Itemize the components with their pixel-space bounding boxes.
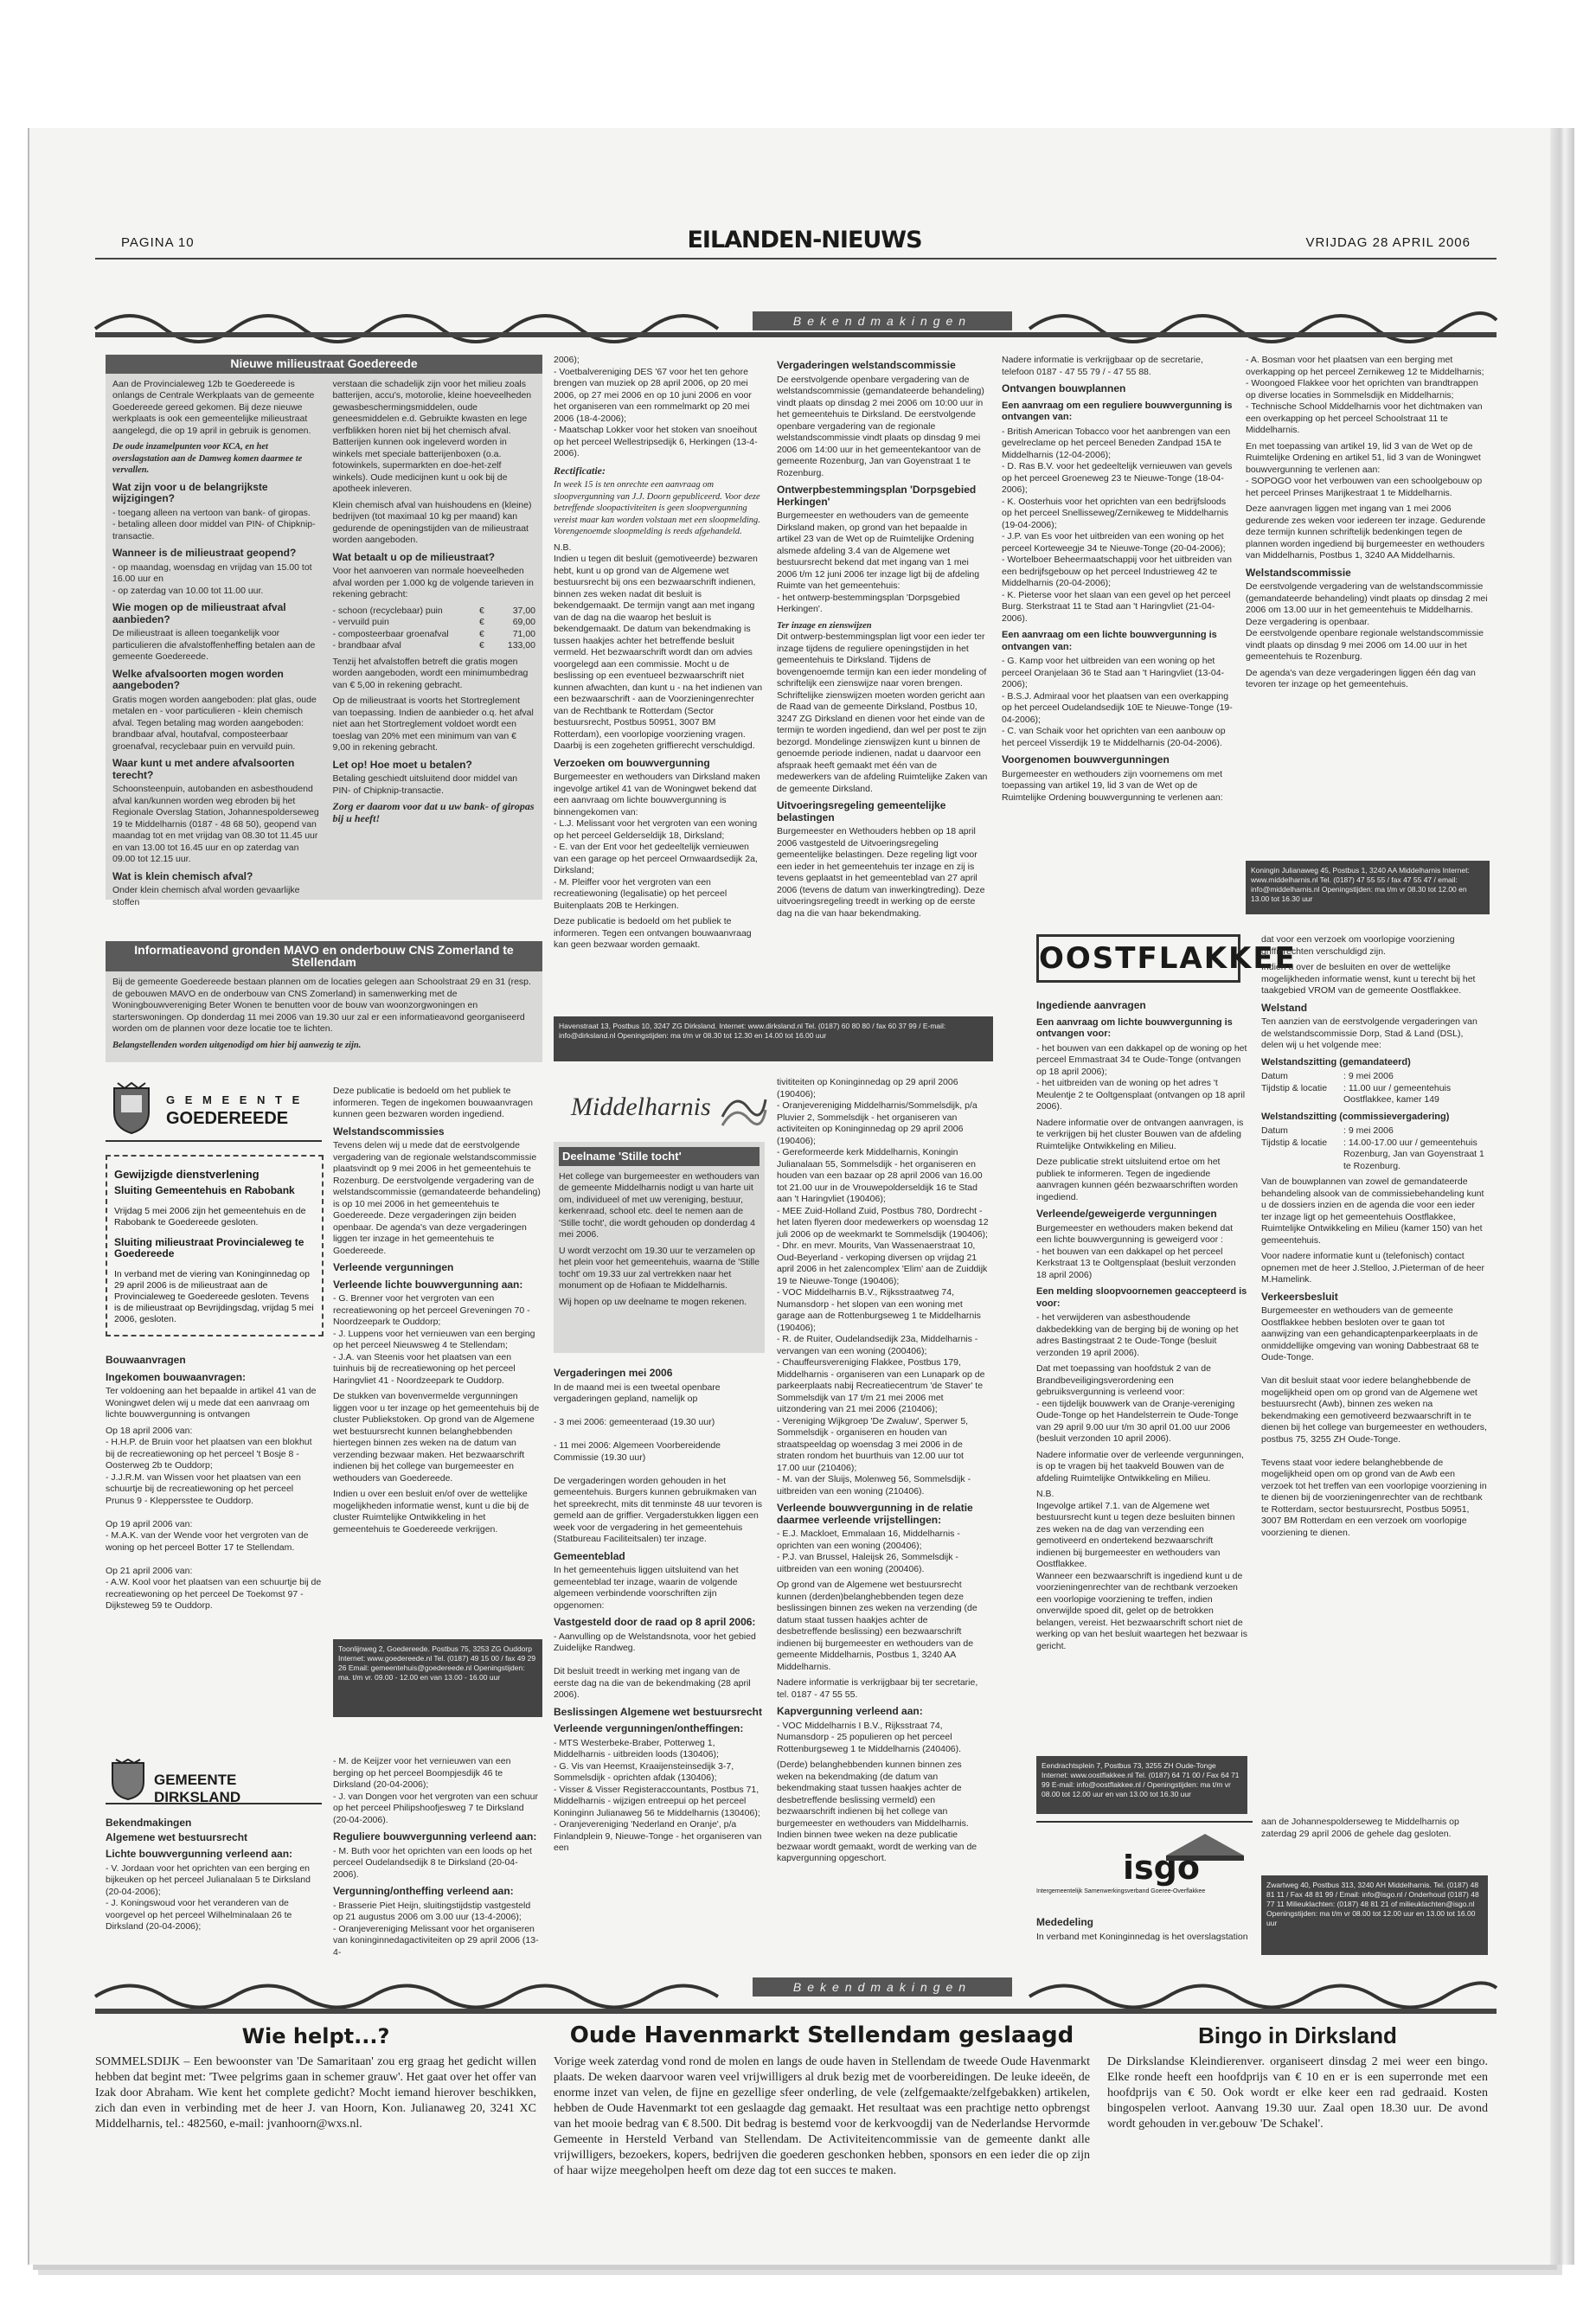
- paragraph: (Derde) belanghebbenden kunnen binnen zes weken na bekendmaking (de datum van bekendmaking staat tussen haakjes achter de desbetreffende beslissing vermeld) een bezwaarschrift indienen bij het college van burgemeester en wethouders van Middelharnis. Indien binnen twee weken na deze publicatie bezwaar wordt gemaakt, wordt de werking van de kapvergunning opgeschort.: [777, 1759, 977, 1863]
- article-body: De Dirkslandse Kleindierenver. organiseert dinsdag 2 mei weer een bingo. Elke ronde heeft een hoofdprijs van € 10 en er is een superronde met een hoofdprijs van € 50. Ook wordt er elke keer een rad gedraaid. Kosten bingospelen verloot. Aanvang 19.30 uur. Zaal open 18.30 uur. De avond wordt gehouden in ver.gebouw 'De Schakel'.: [1107, 2055, 1488, 2131]
- band-label: Bekendmakingen: [753, 311, 1012, 330]
- question: Wat zijn voor u de belangrijkste wijzigingen?: [112, 480, 268, 504]
- section-title: Mededeling: [1036, 1916, 1094, 1928]
- paragraph: Indien u over de besluiten en over de wettelijke mogelijkheden informatie wenst, kunt u terecht bij het taakgebied VROM van de gemeente Oostflakkee.: [1261, 962, 1476, 996]
- paragraph: Deze publicatie is bedoeld om het publiek te informeren. Tegen de ingekomen bouwaanvragen kunnen geen bezwaren worden ingediend.: [333, 1086, 533, 1119]
- bekendmakingen-band-top: [95, 294, 1497, 339]
- list: - Brasserie Piet Heijn, sluitingstijdstip vastgesteld op 21 augustus 2006 om 3.00 uur (13-4-2006); - Oranjevereniging Melissant voor het organiseren van koninginnedagactiviteiten op 29 april 2006 (13-4-: [333, 1900, 539, 1958]
- article-body: SOMMELSDIJK – Een bewoonster van 'De Samaritaan' zou erg graag het gedicht willen hebben dat begint met: 'Twee pelgrims gaan in schemer grauw'. Het gaat over het offer van Izak door Abraham. Wie kent het complete gedicht? Mocht iemand hierover beschikken, zich dan even in verbinding met de heer J. van Hoorn, Kon. Julianaweg 20, 3241 XC Middelharnis, tel.: 482560, e-mail: jvanhoorn@wxs.nl.: [95, 2055, 536, 2131]
- article-title: Oude Havenmarkt Stellendam geslaagd: [569, 2022, 1074, 2048]
- deelname-box: [554, 1142, 765, 1353]
- box-subtitle: Sluiting milieustraat Provincialeweg te Goedereede: [114, 1236, 304, 1259]
- dirksland-col1: [106, 1812, 322, 1968]
- paragraph: - VOC Middelharnis I B.V., Rijksstraat 74, Numansdorp - 25 populieren op het perceel Rottenburgseweg 1 te Middelharnis (240406).: [777, 1720, 962, 1754]
- list: - E.J. Mackloet, Emmalaan 16, Middelharnis - oprichten van een woning (200406); - P.J. van Brussel, Haleijsk 26, Sommelsdijk - uitbreiden van een woning (200406).: [777, 1529, 960, 1574]
- dienstverlening-box: [106, 1155, 324, 1336]
- section-title: Voorgenomen bouwvergunningen: [1002, 753, 1170, 766]
- section-subtitle: Lichte bouwvergunning verleend aan:: [106, 1848, 293, 1860]
- section-title: Vergunning/ontheffing verleend aan:: [333, 1885, 514, 1897]
- box-title: Deelname 'Stille tocht': [559, 1147, 760, 1166]
- section-title: Verleende vergunningen: [333, 1261, 454, 1273]
- paragraph: - Aanvulling op de Welstandsnota, voor het gebied Zuidelijke Randweg. Dit besluit treedt in werking met ingang van de eerste dag na die van de bekendmaking (28 april 2006).: [554, 1631, 756, 1700]
- answer: Voor het aanvoeren van normale hoeveelheden afval worden per 1.000 kg de volgende tarieven in rekening gebracht:: [332, 566, 534, 599]
- list: Op 18 april 2006 van: - H.H.P. de Bruin voor het plaatsen van een blokhut bij de recreatiewoning op het perceel 't Bosje 8 - Oosterweg 2b te Ouddorp; - J.J.R.M. van Wissen voor het plaatsen van een schuurtje bij de recreatiewoning op het perceel Prunus 9 - Kleppersstee te Ouddorp. Op 19 april 2006 van: - M.A.K. van der Wende voor het vergroten van de woning op het perceel Botter 17 te Stellendam. Op 21 april 2006 van: - A.W. Kool voor het plaatsen van een schuurtje bij de recreatiewoning op het perceel De Toekomst 97 - Dijksteweg 59 te Ouddorp.: [106, 1425, 322, 1611]
- intro: Aan de Provincialeweg 12b te Goedereede is onlangs de Centrale Werkplaats van de gemeente Goedereede gereed gekomen. Bij deze nieuwe werkplaats is ook een gemeentelijke milieustraat aangelegd, die op 19 april in gebruik is genomen.: [112, 378, 315, 436]
- list: 2006); - Voetbalvereniging DES '67 voor het ten gehore brengen van muziek op 28 april 2006, op 20 mei 2006, op 27 mei 2006 en op 10 juni 2006 en voor het organiseren van een rommelmarkt op 20 mei 2006 (18-4-2006); - Maatschap Lokker voor het stoken van snoeihout op het perceel Wellestripsedijk 6, Herkingen (13-4-2006).: [554, 355, 758, 458]
- paragraph: Burgemeester en wethouders van Dirksland maken ingevolge artikel 41 van de Woningwet bekend dat een aanvraag om lichte bouwvergunning is binnengekomen van: - L.J. Melissant voor het vergroten van een woning op het perceel Gelderseldijk 18, Dirksland; - E. van der Ent voor het gedeeltelijk vernieuwen van een garage op het perceel Ornwaardsedijk 2a, Dirksland; - M. Pleiffer voor het vergroten van een recreatiewoning (legalisatie) op het perceel Buitenplaats 20B te Herkingen.: [554, 772, 760, 911]
- list: - het bouwen van een dakkapel op de woning op het perceel Emmastraat 34 te Oude-Tonge (ontvangen op 18 april 2006); - het uitbreiden van de woning op het adres 't Meulentje 2 te Ooltgensplaat (ontvangen op 18 april 2006).: [1036, 1042, 1247, 1112]
- paragraph: Ter voldoening aan het bepaalde in artikel 41 van de Woningwet delen wij u mede dat een aanvraag om lichte bouwvergunning is ontvangen: [106, 1386, 317, 1420]
- paragraph: Op de milieustraat is voorts het Stortreglement van toepassing. Indien de aanbieder o.q. het afval niet aan het Stortreglement voldoet wordt een toeslag van 20% met een minimum van van € 9,00 in rekening gebracht.: [332, 695, 534, 753]
- paragraph: Tenzij het afvalstoffen betreft die gratis mogen worden aangeboden, wordt een minimumbedrag van € 5,00 in rekening gebracht.: [332, 656, 529, 690]
- welstand-row: Datum : 9 mei 2006: [1261, 1125, 1394, 1136]
- paragraph: De eerstvolgende openbare vergadering van de welstandscommissie (gemandateerde behandeling) vindt plaats op dinsdag 2 mei 2006 om 10:00 uur in het gemeentehuis te Dirksland. De eerstvolgende openbare vergadering van de regionale welstandscommissie vindt plaats op dinsdag 9 mei 2006 om 14:00 uur in het gemeentekantoor van de gemeente Rozenburg, Jan van Goyenstraat 1 te Rozenburg.: [777, 374, 984, 478]
- mavo-text: Bij de gemeente Goedereede bestaan plannen om de locaties gelegen aan Schoolstraat 29 en 31 (resp. de gebouwen MAVO en de onderbouw van CNS Zomerland) in samenwerking met de Woningbouwvereniging Beter Wonen te benutten voor de bouw van woonzorgwoningen en starterswoningen. Op donderdag 11 mei 2006 van 19.30 uur zal er een informatieavond georganiseerd worden om de plannen voor deze locatie toe te lichten.: [112, 977, 531, 1034]
- middelharnis-col2: [777, 1077, 989, 1968]
- section-subtitle: Ingekomen bouwaanvragen:: [106, 1370, 247, 1383]
- isgo-contact: Zwartweg 40, Postbus 313, 3240 AH Middelharnis. Tel. (0187) 48 81 11 / Fax 48 81 99 / Email: info@isgo.nl / Onderhoud (0187) 48 77 11 Milieuklachten: (0187) 48 81 21 of milieuklachten@isgo.nl Openingstijden: ma t/m vr 08.00 tot 12.00 uur en 13.00 tot 16.00 uur: [1261, 1875, 1488, 1955]
- section-title: Welstandscommissie: [1246, 566, 1351, 579]
- section-title: Gemeenteblad: [554, 1549, 625, 1562]
- paragraph: Burgemeester en wethouders van de gemeente Oostflakkee hebben besloten over te gaan tot aanwijzing van een gehandicaptenparkeerplaats in de onmiddellijke omgeving van woning Dabbestraat 68 te Oude-Tonge. Van dit besluit staat voor iedere belanghebbende de mogelijkheid open om op grond van de Algemene wet bestuursrecht (Awb), binnen zes weken na bekendmaking een gemotiveerd bezwaarschrift in te dienen bij het college van burgemeester en wethouders, postbus 75, 3255 ZH Oude-Tonge. Tevens staat voor iedere belanghebbende de mogelijkheid open om op grond van de Awb een verzoek tot het treffen van een voorlopige voorziening in te dienen bij de voorzieningenrechter van de rechtbank te Rotterdam, sector bestuursrecht, Postbus 50951, 3007 BM Rotterdam en een verzoek om voorlopige voorziening te dienen.: [1261, 1305, 1487, 1538]
- paragraph: Nadere informatie over de verleende vergunningen, is op te vragen bij het taakveld Bouwen van de afdeling Ruimtelijke Ontwikkeling en Milieu.: [1036, 1449, 1244, 1484]
- section-title: Vergaderingen mei 2006: [554, 1367, 673, 1379]
- section-subtitle: Welstandszitting (commissievergadering): [1261, 1111, 1450, 1122]
- section-subtitle: Vastgesteld door de raad op 8 april 2006:: [554, 1616, 756, 1628]
- paragraph: - het verwijderen van asbesthoudende dakbedekking van de berging bij de woning op het adres Bastingstraat 2 te Oude-Tonge (besluit verzonden 19 april 2006).: [1036, 1312, 1239, 1358]
- list: tivititeiten op Koninginnedag op 29 april 2006 (190406); - Oranjevereniging Middelharnis/Sommelsdijk, p/a Pluvier 2, Sommelsdijk - het organiseren van activiteiten op Koninginnedag op 29 april 2006 (190406); - Gereformeerde kerk Middelharnis, Koningin Julianalaan 55, Sommelsdijk - het organiseren en houden van een bazaar op 28 april 2006 van 16.00 tot 21.00 uur in de Vrouwepolderseldijk 16 te Stad aan 't Haringvliet (190406); - MEE Zuid-Holland Zuid, Postbus 780, Dordrecht - het laten flyeren door medewerkers op woensdag 12 juli 2006 op de weekmarkt te Sommelsdijk (190406); - Dhr. en mevr. Mourits, Van Wassenaerstraat 10, Oud-Beyerland - verkoping diversen op vrijdag 21 april 2006 in het zalencomplex 'Elim' aan de Zuiddijk 19 te Nieuwe-Tonge (190406); - VOC Middelharnis B.V., Rijksstraatweg 74, Numansdorp - het slopen van een woning met garage aan de Rottenburgseweg 1 te Middelharnis (190406); - R. de Ruiter, Oudelandsedijk 23a, Middelharnis - vervangen van een woning (200406); - Chauffeursvereniging Flakkee, Postbus 179, Middelharnis - organiseren van een Lunapark op de parkeerplaats nabij Recreatiecentrum 'de Staver' te Sommelsdijk van 17 t/m 21 mei 2006 met uitzondering van 21 mei 2006 (210406); - Vereniging Wijkgroep 'De Zwaluw', Sperwer 5, Sommelsdijk - organiseren en houden van straatspeeldag op woensdag 3 mei 2006 in de straten rondom het buurthuis van 12.00 uur tot 17.00 uur (210406); - M. van der Sluijs, Molenweg 56, Sommelsdijk - uitbreiden van een woning (210406).: [777, 1077, 989, 1497]
- oostflakkee-contact: Eendrachtsplein 7, Postbus 73, 3255 ZH Oude-Tonge Internet: www.oostflakkee.nl Tel. (0187) 64 71 00 / Fax 64 71 99 E-mail: info@oostflakkee.nl / Openingstijden: ma t/m vr 08.00 tot 12.00 uur en van 13.00 tot 16.30 uur: [1036, 1756, 1247, 1814]
- paragraph: Dit ontwerp-bestemmingsplan ligt voor een ieder ter inzage tijdens de reguliere openingstijden in het gemeentehuis te Dirksland. Tijdens de bovengenoemde termijn kan een ieder mondeling of schriftelijk een zienswijze naar voren brengen. Schriftelijke zienswijzen moeten worden gericht aan de Raad van de gemeente Dirksland, Postbus 10, 3247 ZG Dirksland en dienen voor het einde van de termijn te worden ingediend, dan wel per post te zijn bezorgd. Mondelinge zienswijzen kunt u binnen de genoemde periode indienen, nadat u daarvoor een afspraak heeft gemaakt met één van de medewerkers van de afdeling Ruimtelijke Zaken van de gemeente Dirksland.: [777, 631, 988, 794]
- page-label: PAGINA 10: [121, 235, 195, 250]
- section-title: Ingediende aanvragen: [1036, 999, 1146, 1011]
- list: - M. de Keijzer voor het vernieuwen van een berging op het perceel Boompjesdijk 46 te Dirksland (20-04-2006); - J. van Dongen voor het vergroten van een schuur op het perceel Philipshoofjesweg 7 te Dirksland (20-04-2006).: [333, 1756, 538, 1825]
- paragraph: Deze publicatie is bedoeld om het publiek te informeren. Tegen een ontvangen bouwaanvraag kan geen bezwaar worden gemaakt.: [554, 916, 752, 950]
- paragraph: Indien u over een besluit en/of over de wettelijke mogelijkheden informatie wenst, kunt u die bij de cluster Ruimtelijke Ontwikkeling in het gemeentehuis te Goedereede verkrijgen.: [333, 1489, 529, 1535]
- section-title: Welstandscommissies: [333, 1125, 445, 1138]
- section-subtitle: Een melding sloopvoornemen geaccepteerd is voor:: [1036, 1286, 1247, 1309]
- isgo-logo: [1036, 1821, 1253, 1909]
- bekendmakingen-band-bottom: [95, 1971, 1497, 2016]
- section-title: Rectificatie:: [554, 464, 606, 477]
- paragraph: Voor nadere informatie kunt u (telefonisch) contact opnemen met de heer J.Stelloo, J.Pieterman of de heer M.Hamelink.: [1261, 1251, 1484, 1285]
- goedereede-col2: [333, 1086, 542, 1717]
- middelharnis-logo: [554, 1077, 770, 1138]
- logo-line2: GOEDEREEDE: [166, 1109, 289, 1128]
- tariff-row: - composteerbaar groenafval € 71,00: [332, 628, 535, 639]
- mavo-title: Informatieavond gronden MAVO en onderbouw CNS Zomerland te Stellendam: [106, 941, 542, 971]
- section-title: Beslissingen Algemene wet bestuursrecht: [554, 1705, 762, 1718]
- question: Wat betaalt u op de milieustraat?: [332, 550, 496, 563]
- section-title: Verkeersbesluit: [1261, 1290, 1338, 1303]
- tariff-row: - brandbaar afval € 133,00: [332, 640, 535, 651]
- answer: Betaling geschiedt uitsluitend door middel van PIN- of Chipknip-transactie.: [332, 773, 518, 796]
- tariff-table: [332, 606, 535, 652]
- paragraph: Burgemeester en wethouders van de gemeente Dirksland maken, op grond van het bepaalde in artikel 23 van de Wet op de Ruimtelijke Ordening alsmede afdeling 3.4 van de Algemene wet bestuursrecht bekend dat met ingang van 1 mei 2006 t/m 12 juni 2006 ter inzage ligt bij de afdeling Ruimte van het gemeentehuis: - het ontwerp-bestemmingsplan 'Dorpsgebied Herkingen'.: [777, 510, 980, 614]
- section-title: Kapvergunning verleend aan:: [777, 1705, 923, 1717]
- logo-subtitle: Intergemeentelijk Samenwerkingsverband Goeree-Overflakkee: [1036, 1888, 1206, 1894]
- paragraph: - M. Buth voor het oprichten van een loods op het perceel Oudelandsedijk 8 te Dirksland (20-04-2006).: [333, 1845, 532, 1880]
- paragraph: Klein chemisch afval van huishoudens en (kleine) bedrijven (tot maximaal 10 kg per maand) kan gedurende de openingstijden van de milieustraat worden aangeboden.: [332, 499, 532, 545]
- section-title: Uitvoeringsregeling gemeentelijke belastingen: [777, 799, 946, 824]
- answer: Schoonsteenpuin, autobanden en asbesthoudend afval kan/kunnen worden weg ebroden bij het Regionale Overslag Station, Johannespolderseweg 19 te Middelharnis (0187 - 48 68 50), geopend van maandag tot en met vrijdag van 08.30 tot 11.45 uur en van 13.00 tot 16.45 uur en op zaterdag van 09.00 tot 12.15 uur.: [112, 784, 319, 864]
- section-title: Welstand: [1261, 1001, 1308, 1014]
- paragraph: N.B. Ingevolge artikel 7.1. van de Algemene wet bestuursrecht kunt u tegen deze besluiten binnen zes weken na de dag van verzending een gemotiveerd en ondertekend bezwaarschrift indienen bij burgemeester en wethouders van Oostflakkee. Wanneer een bezwaarschrift is ingediend kunt u de voorzieningenrechter van de rechtbank verzoeken een voorlopige voorziening te treffen, indien onverwijlde spoed dit, gelet op de betrokken belangen, vereist. Het bezwaarschrift schort niet de werking op van het besluit waartegen het bezwaar is gericht.: [1036, 1489, 1247, 1651]
- section-subtitle: Een aanvraag om een reguliere bouwvergunning is ontvangen van:: [1002, 400, 1233, 422]
- question: Wanneer is de milieustraat geopend?: [112, 547, 297, 559]
- section-subtitle: Een aanvraag om lichte bouwvergunning is ontvangen voor:: [1036, 1016, 1233, 1039]
- answer: Gratis mogen worden aangeboden: plat glas, oude metalen en - voor particulieren - klein chemisch afval. Tegen betaling mag worden aangeboden: brandbaar afval, houtafval, composteerbaar groenafval, recyclebaar puin en vervuild puin.: [112, 694, 317, 752]
- dirksland-col3: [554, 355, 766, 1021]
- answer: - toegang alleen na vertoon van bank- of giropas. - betaling alleen door middel van PIN- of Chipknip-transactie.: [112, 507, 316, 542]
- list: - V. Jordaan voor het oprichten van een berging en bijkeuken op het perceel Julianalaan 5 te Dirksland (20-04-2006); - J. Koningswoud voor het veranderen van de voorgevel op het perceel Wilhelminalaan 26 te Dirksland (20-04-2006);: [106, 1862, 311, 1932]
- issue-date: VRIJDAG 28 APRIL 2006: [1305, 235, 1471, 250]
- dirksland-col2: [333, 1756, 542, 1968]
- question: Wat is klein chemisch afval?: [112, 869, 253, 882]
- paragraph: De stukken van bovenvermelde vergunningen liggen voor u ter inzage op het gemeentehuis bij de cluster Publiekstoken. Op grond van de Algemene wet bestuursrecht kunnen belanghebbenden hiertegen binnen zes weken na de datum van verzending bezwaar maken. Het bezwaarschrift indienen bij het college van burgemeester en wethouders van Goedereede.: [333, 1391, 540, 1484]
- list: - G. Kamp voor het uitbreiden van een woning op het perceel Oranjelaan 36 te Stad aan 't Haringvliet (13-04-2006); - B.S.J. Admiraal voor het plaatsen van een overkapping op het perceel Oudelandsedijk 10E te Nieuwe-Tonge (19-04-2006); - C. van Schaik voor het oprichten van een aanbouw op het perceel Visserdijk 19 te Middelharnis (20-04-2006).: [1002, 656, 1233, 748]
- dirksland-contact: Havenstraat 13, Postbus 10, 3247 ZG Dirksland. Internet: www.dirksland.nl Tel. (0187) 60 80 80 / fax 60 37 99 / E-mail: info@dirksland.nl Openingstijden: ma t/m vr 08.30 tot 12.30 en 14.00 tot 16.00 uur: [554, 1016, 993, 1061]
- paragraph: In verband met Koninginnedag is het overslagstation: [1036, 1931, 1248, 1942]
- paragraph: Op grond van de Algemene wet bestuursrecht kunnen (derden)belanghebbenden tegen deze beslissingen binnen zes weken na verzending (de datum staat tussen haakjes achter de desbetreffende beslissing) een bezwaarschrift indienen bij burgemeester en wethouders van de gemeente Middelharnis, Postbus 1, 3240 AA Middelharnis.: [777, 1580, 977, 1672]
- section-title: Bekendmakingen: [106, 1817, 192, 1829]
- list: - G. Brenner voor het vergroten van een recreatiewoning op het perceel Greveningen 70 - Noordzeepark te Ouddorp; - J. Luppens voor het vernieuwen van een berging op het perceel Nieuwsweg 4 te Stellendam; - J.A. van Steenis voor het plaatsen van een tuinhuis bij de recreatiewoning op het perceel Haringvliet 41 - Noordzeepark te Ouddorp.: [333, 1293, 535, 1386]
- welstand-row: Tijdstip & locatie : 11.00 uur / gemeentehuis Oostflakkee, kamer 149: [1261, 1082, 1452, 1105]
- paragraph: En met toepassing van artikel 19, lid 3 van de Wet op de Ruimtelijke Ordening en artikel 51, lid 3 van de Woningwet bouwvergunning te verlenen aan: - SOPOGO voor het verbouwen van een schoolgebouw op het perceel Prinses Marijkestraat 1 te Middelharnis.: [1246, 440, 1483, 498]
- paragraph: Ten aanzien van de eerstvolgende vergaderingen van de welstandscommissie Dorp, Stad & Land (DSL), delen wij u het volgende mee:: [1261, 1016, 1477, 1050]
- page-edge: [1550, 128, 1574, 2265]
- section-title: Ontvangen bouwplannen: [1002, 382, 1126, 394]
- box-text: Vrijdag 5 mei 2006 zijn het gemeentehuis en de Rabobank te Goedereede gesloten.: [114, 1205, 306, 1227]
- oostflakkee-col1: [1036, 995, 1248, 1756]
- paragraph: Deze publicatie strekt uitsluitend ertoe om het publiek te informeren. Tegen de ingediende aanvragen kunnen géén bezwaarschriften worden ingediend.: [1036, 1157, 1238, 1202]
- question: Welke afvalsoorten mogen worden aangeboden?: [112, 667, 284, 691]
- section-title: Verzoeken om bouwvergunning: [554, 756, 710, 769]
- paragraph: Van de bouwplannen van zowel de gemandateerde behandeling alsook van de commissiebehandeling kunt u de dossiers inzien en de agenda die voor een ieder ter inzage ligt op het gemeentehuis Oostflakkee, Ruimtelijke Ontwikkeling en Milieu (kamer 150) van het gemeentehuis.: [1261, 1176, 1484, 1246]
- article-body: Vorige week zaterdag vond rond de molen en langs de oude haven in Stellendam de tweede Oude Havenmarkt plaats. De weken daarvoor waren veel vrijwilligers al druk bezig met de voorbereidingen. De leuke ideeën, de enorme inzet van velen, de fijne en gezellige sfeer onderling, de vele (zelfgemaakte/zelfgebakken) artikelen, hebben de Oude Havenmarkt tot een geslaagde dag gemaakt. Het resultaat was een prachtige netto opbrengst van het mooie bedrag van € 8.500. Dit bedrag is bestemd voor de kerkvoogdij van de Nederlandse Hervormde Gemeente in Hersteld Verband van Stellendam. De Activiteitencommissie van de gemeente dankt alle vrijwilligers, bezoekers, kopers, bedrijven die goederen geschonken hebben, sponsors en een ieder die op zijn of haar wijze meegeholpen heeft om deze dag tot een succes te maken.: [554, 2055, 1090, 2177]
- section-subtitle: Verleende vergunningen/ontheffingen:: [554, 1722, 744, 1734]
- logo-text: isgo: [1123, 1849, 1200, 1887]
- list: - British American Tobacco voor het aanbrengen van een gevelreclame op het perceel Beneden Zandpad 15A te Middelharnis (12-04-2006); - D. Ras B.V. voor het gedeeltelijk vernieuwen van gevels op het perceel Groeneweg 23 te Nieuwe-Tonge (18-04-2006); - K. Oosterhuis voor het oprichten van een bedrijfsloods op het perceel Snellisseweg/Zernikeweg te Middelharnis (19-04-2006); - J.P. van Es voor het uitbreiden van een woning op het perceel Korteweegje 34 te Nieuwe-Tonge (20-04-2006); - Wortelboer Beheermaatschappij voor het uitbreiden van een bedrijfsgebouw op het perceel Industrieweg 42 te Middelharnis (20-04-2006); - K. Pieterse voor het slaan van een gevel op het perceel Burg. Sterkstraat 11 te Stad aan 't Haringvliet (21-04-2006).: [1002, 426, 1233, 624]
- logo-line1: G E M E E N T E: [166, 1093, 304, 1106]
- oostflakkee-col2: [1261, 934, 1488, 1799]
- paragraph: Wij hopen op uw deelname te mogen rekenen.: [559, 1296, 747, 1307]
- section-subtitle: Een aanvraag om een lichte bouwvergunning is ontvangen van:: [1002, 630, 1217, 652]
- paragraph: verstaan die schadelijk zijn voor het milieu zoals batterijen, accu's, motorolie, kleine hoeveelheden gewasbeschermingsmiddelen, oude geneesmiddelen e.d. Gebruikte kwasten en lege verfblikken horen niet bij het chemisch afval. Batterijen kunnen ook ingeleverd worden in winkels met speciale batterijenboxen (o.a. fotowinkels, supermarkten en doe-het-zelf winkels). Oude medicijnen kunt u ook bij de apotheek inleveren.: [332, 378, 532, 494]
- page-header: [95, 223, 1497, 260]
- middelharnis-col3: [1002, 355, 1235, 917]
- paragraph: Burgemeester en Wethouders hebben op 18 april 2006 vastgesteld de Uitvoeringsregeling gemeentelijke belastingen. Deze regeling ligt voor een ieder in het gemeentehuis ter inzage en zij is tevens geplaatst in het gemeenteblad van 27 april 2006 (tevens de datum van inwerkingtreding). Deze uitvoeringsregeling treedt in werking op de eerste dag na die van haar bekendmaking.: [777, 826, 985, 919]
- logo-text: Middelharnis: [571, 1093, 711, 1121]
- logo-text: GEMEENTE DIRKSLAND: [154, 1772, 241, 1805]
- goedereede-contact: Toonlijnweg 2, Goedereede. Postbus 75, 3253 ZG Ouddorp Internet: www.goedereede.nl Tel. (0187) 49 15 00 / fax 49 29 26 Email: gemeentehuis@goedereede.nl Openingstijden: ma. t/m vr. 09.00 - 12.00 en van 13.00 - 16.00 uur: [333, 1639, 542, 1717]
- answer: Onder klein chemisch afval worden gevaarlijke stoffen: [112, 885, 300, 907]
- dirksland-logo: [106, 1756, 322, 1804]
- box-title: Gewijzigde dienstverlening: [114, 1168, 260, 1181]
- paragraph: De eerstvolgende vergadering van de welstandscommissie (gemandateerde behandeling) vindt plaats op dinsdag 2 mei 2006 om 13.00 uur in het gemeentehuis te Middelharnis. Deze vergadering is openbaar. De eerstvolgende openbare regionale welstandscommissie vindt plaats op dinsdag 9 mei 2006 om 14.00 uur in het gemeentehuis te Rozenburg.: [1246, 581, 1488, 662]
- dirksland-col4: [777, 355, 989, 1008]
- section-title: Algemene wet bestuursrecht: [106, 1830, 248, 1843]
- welstand-row: Tijdstip & locatie : 14.00-17.00 uur / gemeentehuis Rozenburg, Jan van Goyenstraat 1 te Rozenburg.: [1261, 1137, 1484, 1171]
- paragraph: Nadere informatie is verkrijgbaar bij ter secretarie, tel. 0187 - 47 55 55.: [777, 1677, 978, 1700]
- mavo-footer: Belangstellenden worden uitgenodigd om hier bij aanwezig te zijn.: [112, 1040, 362, 1050]
- wave-logo-icon: [718, 1082, 770, 1134]
- paragraph: aan de Johannespolderseweg te Middelharnis op zaterdag 29 april 2006 de gehele dag gesloten.: [1261, 1817, 1459, 1839]
- notice: De oude inzamelpunten voor KCA, en het overslagstation aan de Damweg komen daarmee te vervallen.: [112, 442, 303, 475]
- isgo-col2: [1261, 1817, 1488, 1868]
- paragraph: Tevens delen wij u mede dat de eerstvolgende vergadering van de regionale welstandscommissie plaatsvindt op 9 mei 2006 in het gemeentehuis te Rozenburg. De eerstvolgende vergadering van de welstandscommissie (gemandateerde behandeling) is op 10 mei 2006 in het gemeentehuis te Goedereede. Deze vergaderingen zijn beiden openbaar. De agenda's van deze vergaderingen liggen ter inzage in het gemeentehuis te Goedereede.: [333, 1140, 541, 1256]
- tariff-row: - vervuild puin € 69,00: [332, 617, 535, 627]
- answer: - op maandag, woensdag en vrijdag van 15.00 tot 16.00 uur en - op zaterdag van 10.00 tot 11.00 uur.: [112, 561, 312, 596]
- section-title: Ontwerpbestemmingsplan 'Dorpsgebied Herkingen': [777, 484, 977, 508]
- bouwaanvragen: [106, 1349, 322, 1739]
- section-title: Vergaderingen welstandscommissie: [777, 359, 956, 371]
- paragraph: N.B. Indien u tegen dit besluit (gemotiveerde) bezwaren hebt, kunt u op grond van de Algemene wet bestuursrecht bij ons een bezwaarschrift indienen, binnen zes weken nadat dit besluit is bekendgemaakt. De termijn vangt aan met ingang van de dag na die waarop het besluit is bekendgemaakt. De datum van bekendmaking is tussen haakjes achter het betreffende besluit vermeld. Het bezwaarschrift wordt dan om advies voorgelegd aan een commissie. Mocht u de beslissing op een eventueel bezwaarschrift niet kunnen afwachten, dan kunt u - na het indienen van een bezwaarschrift - aan de Voorzieningenrechter van de Rechtbank te Rotterdam (Sector bestuursrecht, Postbus 50951, 3007 BM Rotterdam), een voorlopige voorziening vragen. Daarbij is een zogeheten griffierecht verschuldigd.: [554, 542, 763, 751]
- article-title: Bingo in Dirksland: [1198, 2022, 1397, 2048]
- middelharnis-contact: Koningin Julianaweg 45, Postbus 1, 3240 AA Middelharnis Internet: www.middelharnis.nl Tel. (0187) 47 55 55 / fax 47 55 47 / email: info@middelharnis.nl Openingstijden: ma t/m vr 08.30 tot 12.00 en 13.00 tot 16.30 uur: [1246, 861, 1490, 914]
- middelharnis-col1: [554, 1362, 766, 1968]
- coat-of-arms-icon: [109, 1758, 147, 1801]
- box-text: In verband met de viering van Koninginnedag op 29 april 2006 is de milieustraat aan de Provincialeweg te Goedereede gesloten. Tevens is de milieustraat op Bevrijdingsdag, vrijdag 5 mei 2006, gesloten.: [114, 1268, 314, 1324]
- section-title: Verleende bouwvergunning in de relatie daarmee verleende vrijstellingen:: [777, 1502, 973, 1526]
- question: Wie mogen op de milieustraat afval aanbieden?: [112, 601, 286, 625]
- list: - A. Bosman voor het plaatsen van een berging met overkapping op het perceel Zernikeweg 12 te Middelharnis; - Woongoed Flakkee voor het oprichten van brandtrappen op diverse locaties in Sommelsdijk en Middelharnis; - Technische School Middelharnis voor het dichtmaken van een overkapping op het perceel Schoolstraat 11 te Middelharnis.: [1246, 355, 1484, 435]
- list: - MTS Westerbeke-Braber, Potterweg 1, Middelharnis - uitbreiden loods (130406); - G. Vis van Heemst, Kraaijensteinsedijk 3-7, Sommelsdijk - oprichten afdak (130406); - Visser & Visser Registeraccountants, Postbus 71, Middelharnis - wijzigen entreepui op het perceel Koninginn Julianaweg 56 te Middelharnis (130406); - Oranjevereniging 'Nederland en Oranje', p/a Finlandplein 9, Nieuwe-Tonge - het organiseren van een: [554, 1737, 762, 1853]
- answer: De milieustraat is alleen toegankelijk voor particulieren die afvalstoffenheffing betalen aan de gemeente Goedereede.: [112, 628, 316, 662]
- mavo-box: [106, 941, 542, 1062]
- section-title: Reguliere bouwvergunning verleend aan:: [333, 1830, 537, 1843]
- paragraph: De agenda's van deze vergaderingen liggen één dag van tevoren ter inzage op het gemeentehuis.: [1246, 667, 1476, 689]
- masthead: EILANDEN-NIEUWS: [687, 227, 922, 253]
- goedereede-logo: [106, 1080, 322, 1142]
- paragraph: In het gemeentehuis liggen uitsluitend van het gemeenteblad ter inzage, waarin de volgende algemeen verbindende voorschriften zijn opgenomen:: [554, 1565, 739, 1611]
- tariff-row: - schoon (recyclebaar) puin € 37,00: [332, 605, 535, 616]
- question: Waar kunt u met andere afvalsoorten terecht?: [112, 757, 295, 781]
- welstand-row: Datum : 9 mei 2006: [1261, 1071, 1394, 1081]
- paragraph: Nadere informatie is verkrijgbaar op de secretarie, telefoon 0187 - 47 55 79 / - 47 55 88.: [1002, 355, 1203, 377]
- coat-of-arms-icon: [109, 1081, 154, 1135]
- paragraph: Nadere informatie over de ontvangen aanvragen, is te verkrijgen bij het cluster Bouwen van de afdeling Ruimtelijke Ontwikkeling en Milieu.: [1036, 1117, 1244, 1151]
- box-subtitle: Sluiting Gemeentehuis en Rabobank: [114, 1184, 295, 1196]
- question: Let op! Hoe moet u betalen?: [332, 758, 472, 771]
- paragraph: In week 15 is ten onrechte een aanvraag om sloopvergunning van J.J. Doorn gepubliceerd. Voor deze betreffende sloopactiviteiten is geen sloopvergunning vereist maar kan worden volstaan met een sloopmelding. Vorengenoemde sloopmelding is reeds afgehandeld.: [554, 480, 760, 536]
- closing: Zorg er daarom voor dat u uw bank- of giropas bij u heeft!: [332, 800, 535, 824]
- paragraph: Burgemeester en wethouders zijn voornemens om met toepassing van artikel 19, lid 3 van de Wet op de Ruimtelijke Ordening bouwvergunning te verlenen aan:: [1002, 768, 1223, 803]
- paragraph: Burgemeester en wethouders maken bekend dat een lichte bouwvergunning is geweigerd voor : - het bouwen van een dakkapel op het perceel Kerkstraat 13 te Ooltgensplaat (besluit verzonden 18 april 2006): [1036, 1222, 1236, 1280]
- paragraph: dat voor een verzoek om voorlopige voorziening griffierechten verschuldigd zijn.: [1261, 934, 1455, 957]
- oostflakkee-logo: [1036, 934, 1297, 984]
- section-subtitle: Welstandszitting (gemandateerd): [1261, 1056, 1411, 1067]
- article-title: Wie helpt...?: [241, 2024, 390, 2048]
- band-label: Bekendmakingen: [753, 1977, 1012, 1997]
- paragraph: Het college van burgemeester en wethouders van de gemeente Middelharnis nodigt u van harte uit om, individueel of met uw vereniging, bestuur, kerkenraad, school etc. deel te nemen aan de 'Stille tocht', die wordt gehouden op donderdag 4 mei 2006.: [559, 1170, 760, 1240]
- section-title: Verleende/geweigerde vergunningen: [1036, 1208, 1217, 1220]
- isgo-notice: [1036, 1912, 1248, 1955]
- goedereede-article: [106, 355, 542, 907]
- paragraph: In de maand mei is een tweetal openbare vergaderingen gepland, namelijk op - 3 mei 2006: gemeenteraad (19.30 uur) - 11 mei 2006: Algemeen Voorbereidende Commissie (19.30 uur) De vergaderingen worden gehouden in het gemeentehuis. Burgers kunnen gebruikmaken van het spreekrecht, mits dit tenminste 48 uur tevoren is gemeld aan de griffier. Vergaderstukken liggen een week voor de vergadering in het gemeentehuis (Statbureau Faciliteitsalen) ter inzage.: [554, 1381, 763, 1544]
- section-title: Bouwaanvragen: [106, 1354, 186, 1366]
- paragraph: U wordt verzocht om 19.30 uur te verzamelen op het plein voor het gemeentehuis, waarna de 'Stille tocht' om 19.33 uur zal vertrekken naar het monument op de Hofiaan te Middelharnis.: [559, 1245, 760, 1291]
- section-subtitle: Ter inzage en zienswijzen: [777, 620, 872, 631]
- article-title: Nieuwe milieustraat Goedereede: [106, 355, 542, 374]
- paragraph: Deze aanvragen liggen met ingang van 1 mei 2006 gedurende zes weken voor iedereen ter inzage. Gedurende deze termijn kunnen schriftelijk bedenkingen tegen de plannen worden ingediend bij burgemeester en wethouders van Middelharnis, Postbus 1, 3240 AA Middelharnis.: [1246, 503, 1486, 561]
- logo-text: OOSTFLAKKEE: [1036, 934, 1240, 983]
- middelharnis-col4: [1246, 355, 1488, 856]
- paragraph: Dat met toepassing van hoofdstuk 2 van de Brandbeveiligingsverordening een gebruiksvergunning is verleend voor: - een tijdelijk bouwwerk van de Oranje-vereniging Oude-Tonge op het Handelsterrein te Oude-Tonge van 29 april 9.00 uur t/m 30 april 01.00 uur 2006 (besluit verzonden 10 april 2006).: [1036, 1363, 1239, 1444]
- section-subtitle: Verleende lichte bouwvergunning aan:: [333, 1278, 523, 1291]
